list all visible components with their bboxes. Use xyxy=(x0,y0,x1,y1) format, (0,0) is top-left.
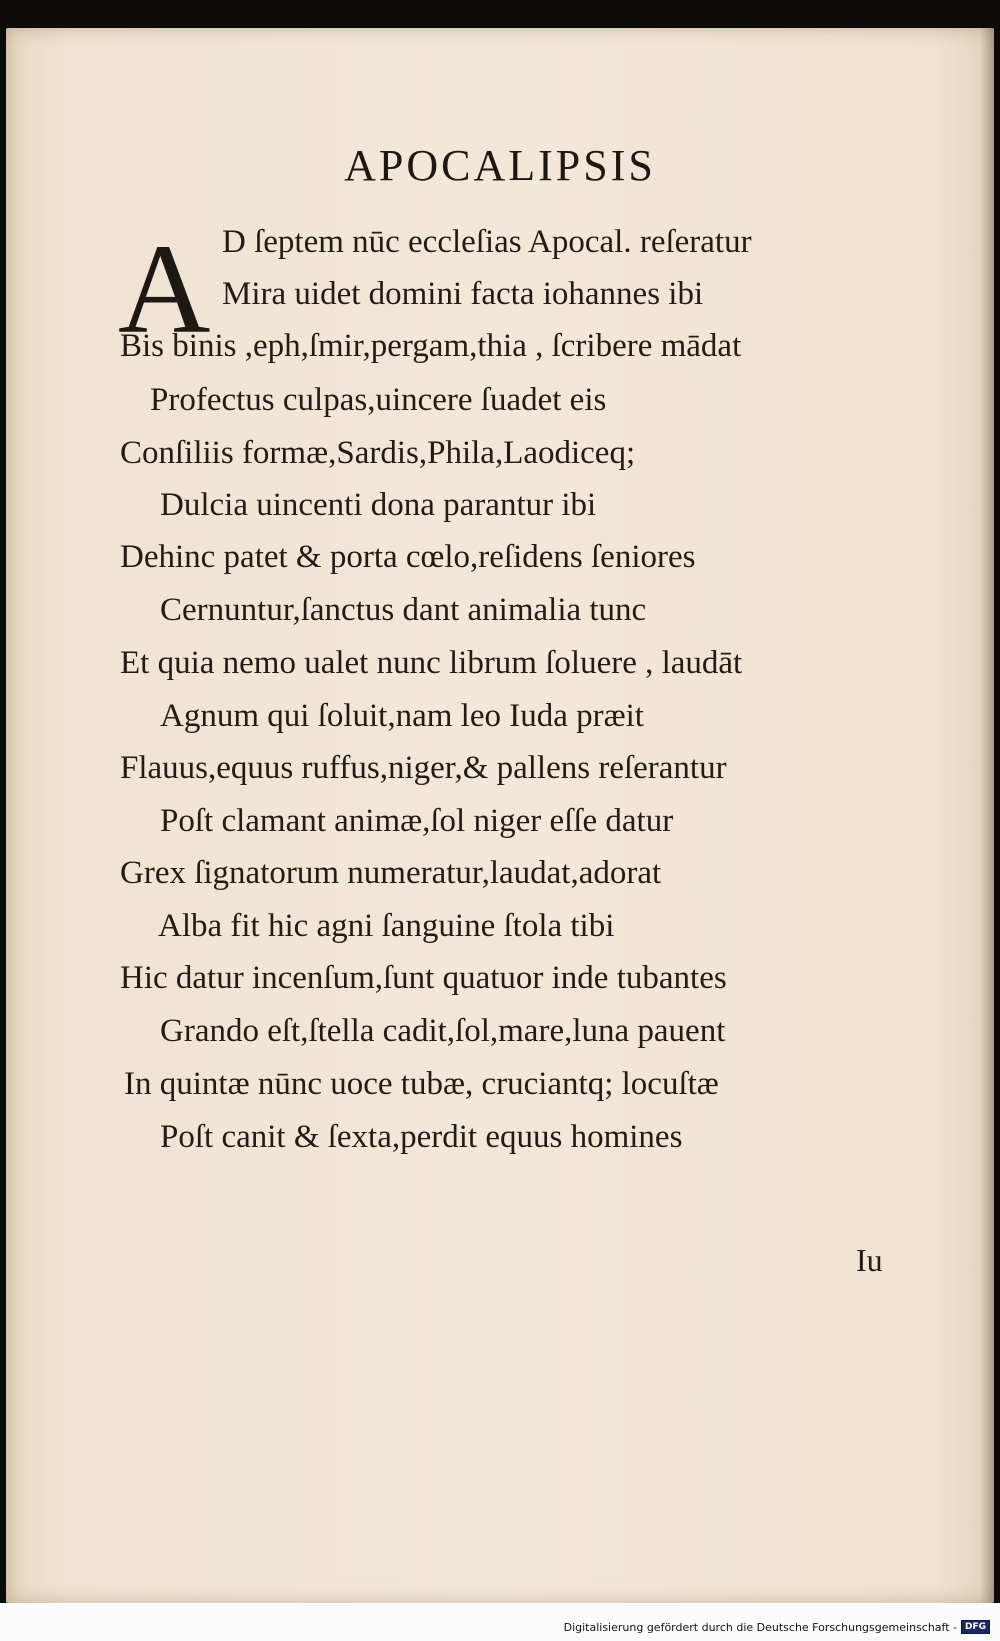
verse-line: Et quia nemo ualet nunc librum ſoluere , laudāt xyxy=(120,645,743,681)
page-heading: APOCALIPSIS xyxy=(344,141,656,190)
verse-line: Dulcia uincenti dona parantur ibi xyxy=(160,487,597,523)
verse-line: Cernuntur,ſanctus dant animalia tunc xyxy=(160,592,647,628)
verse-line: Mira uidet domini facta iohannes ibi xyxy=(222,276,704,312)
dfg-logo: DFG xyxy=(961,1620,990,1634)
verse-line: Poſt canit & ſexta,perdit equus homines xyxy=(160,1119,683,1155)
verse-line: Bis binis ,eph,ſmir,pergam,thia , ſcribere mādat xyxy=(120,328,742,364)
funding-notice xyxy=(564,1620,990,1634)
verse-line: In quintæ nūnc uoce tubæ, cruciantq; locuſtæ xyxy=(124,1066,719,1102)
verse-line: Hic datur incenſum,ſunt quatuor inde tubantes xyxy=(120,960,727,996)
verse-line: Grando eſt,ſtella cadit,ſol,mare,luna pauent xyxy=(160,1013,726,1049)
verse-line: D ſeptem nūc eccleſias Apocal. reſeratur xyxy=(222,224,752,260)
catchword: Iu xyxy=(856,1242,883,1278)
verse-line: Alba fit hic agni ſanguine ſtola tibi xyxy=(158,908,615,944)
verse-line: Dehinc patet & porta cœlo,reſidens ſeniores xyxy=(120,539,696,575)
drop-cap-initial: A xyxy=(118,218,211,360)
verse-line: Flauus,equus ruffus,niger,& pallens reſerantur xyxy=(120,750,727,786)
verse-line: Agnum qui ſoluit,nam leo Iuda præit xyxy=(160,698,644,734)
verse-line: Conſiliis formæ,Sardis,Phila,Laodiceq; xyxy=(120,435,636,471)
funding-text: Digitalisierung gefördert durch die Deutsche Forschungsgemeinschaft - xyxy=(563,1620,957,1634)
verse-line: Profectus culpas,uincere ſuadet eis xyxy=(150,382,607,418)
verse-line: Grex ſignatorum numeratur,laudat,adorat xyxy=(120,855,662,891)
verse-line: Poſt clamant animæ,ſol niger eſſe datur xyxy=(160,803,674,839)
